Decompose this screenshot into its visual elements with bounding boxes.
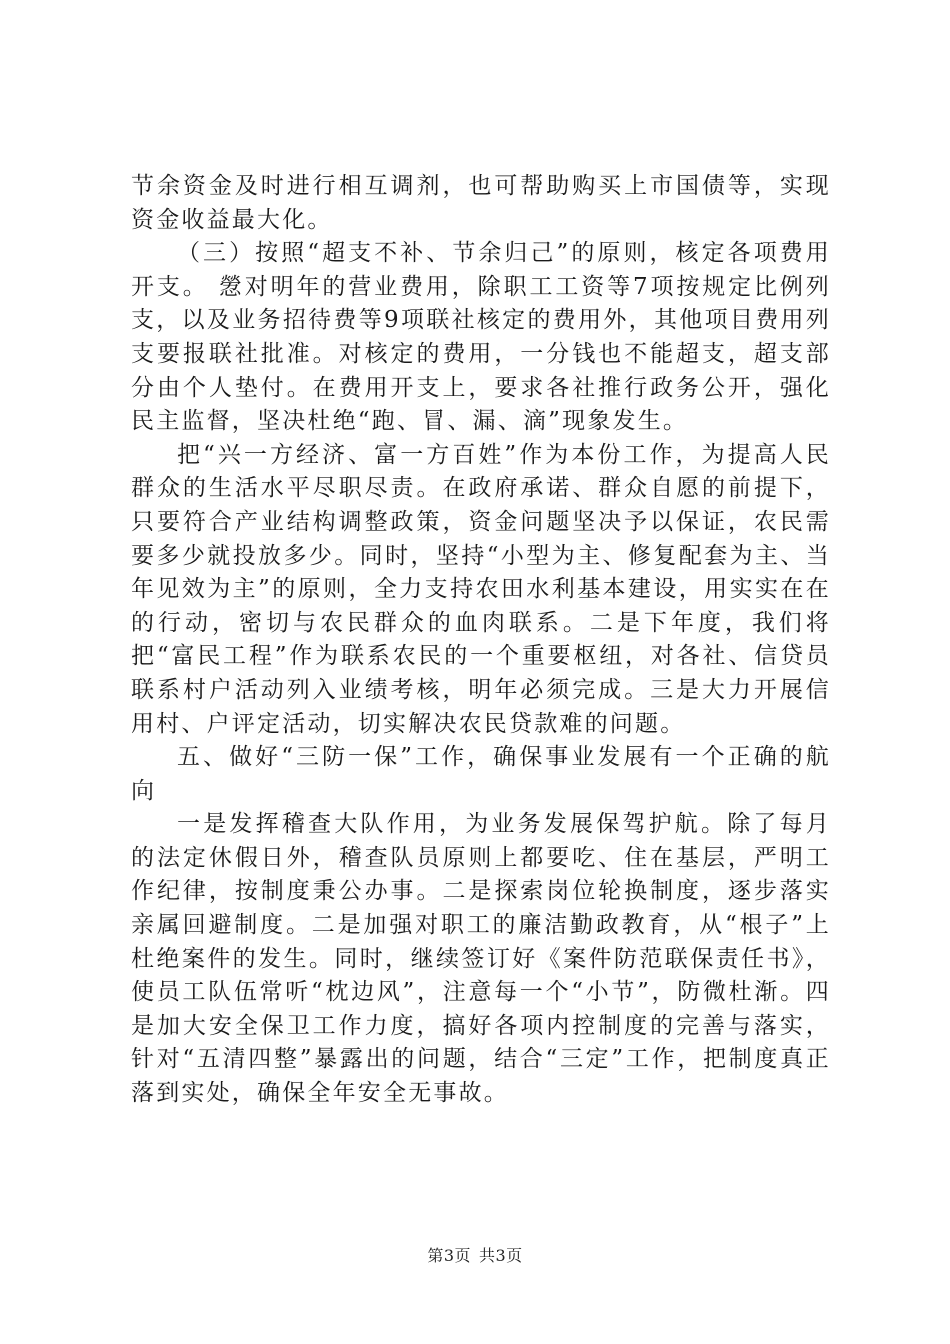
page-number: 第3页	[427, 1246, 471, 1265]
paragraph-3: 把“兴一方经济、富一方百姓”作为本份工作，为提高人民群众的生活水平尽职尽责。在政府承诺、群众自愿的前提下，只要符合产业结构调整政策，资金问题坚决予以保证，农民需要多少就投放多少。同时，坚持“小型为主、修复配套为主、当年见效为主”的原则，全力支持农田水利基本建设，用实实在在的行动，密切与农民群众的血肉联系。二是下年度，我们将把“富民工程”作为联系农民的一个重要枢纽，对各社、信贷员联系村户活动列入业绩考核，明年必须完成。三是大力开展信用村、户评定活动，切实解决农民贷款难的问题。	[131, 441, 831, 737]
paragraph-4: 一是发挥稽查大队作用，为业务发展保驾护航。除了每月的法定休假日外，稽查队员原则上都要吃、住在基层，严明工作纪律，按制度秉公办事。二是探索岗位轮换制度，逐步落实亲属回避制度。二是加强对职工的廉洁勤政教育，从“根子”上杜绝案件的发生。同时，继续签订好《案件防范联保责任书》，使员工队伍常听“枕边风”，注意每一个“小节”，防微杜渐。四是加大安全保卫工作力度，搞好各项内控制度的完善与落实，针对“五清四整”暴露出的问题，结合“三定”工作，把制度真正落到实处，确保全年安全无事故。	[131, 811, 831, 1107]
document-body	[131, 170, 831, 1111]
paragraph-2: （三）按照“超支不补、节余归己”的原则，核定各项费用开支。 憥对明年的营业费用，除职工工资等7项按规定比例列支，以及业务招待费等9项联社核定的费用外，其他项目费用列支要报联社批准。对核定的费用，一分钱也不能超支，超支部分由个人垫付。在费用开支上，要求各社推行政务公开，强化民主监督，坚决杜绝“跑、冒、漏、滴”现象发生。	[131, 240, 831, 435]
page-total: 共3页	[479, 1246, 523, 1265]
paragraph-1: 节余资金及时进行相互调剂，也可帮助购买上市国债等，实现资金收益最大化。	[131, 173, 831, 233]
section-heading-5: 五、做好“三防一保”工作，确保事业发展有一个正确的航向	[131, 744, 831, 804]
page-footer	[0, 1243, 950, 1266]
